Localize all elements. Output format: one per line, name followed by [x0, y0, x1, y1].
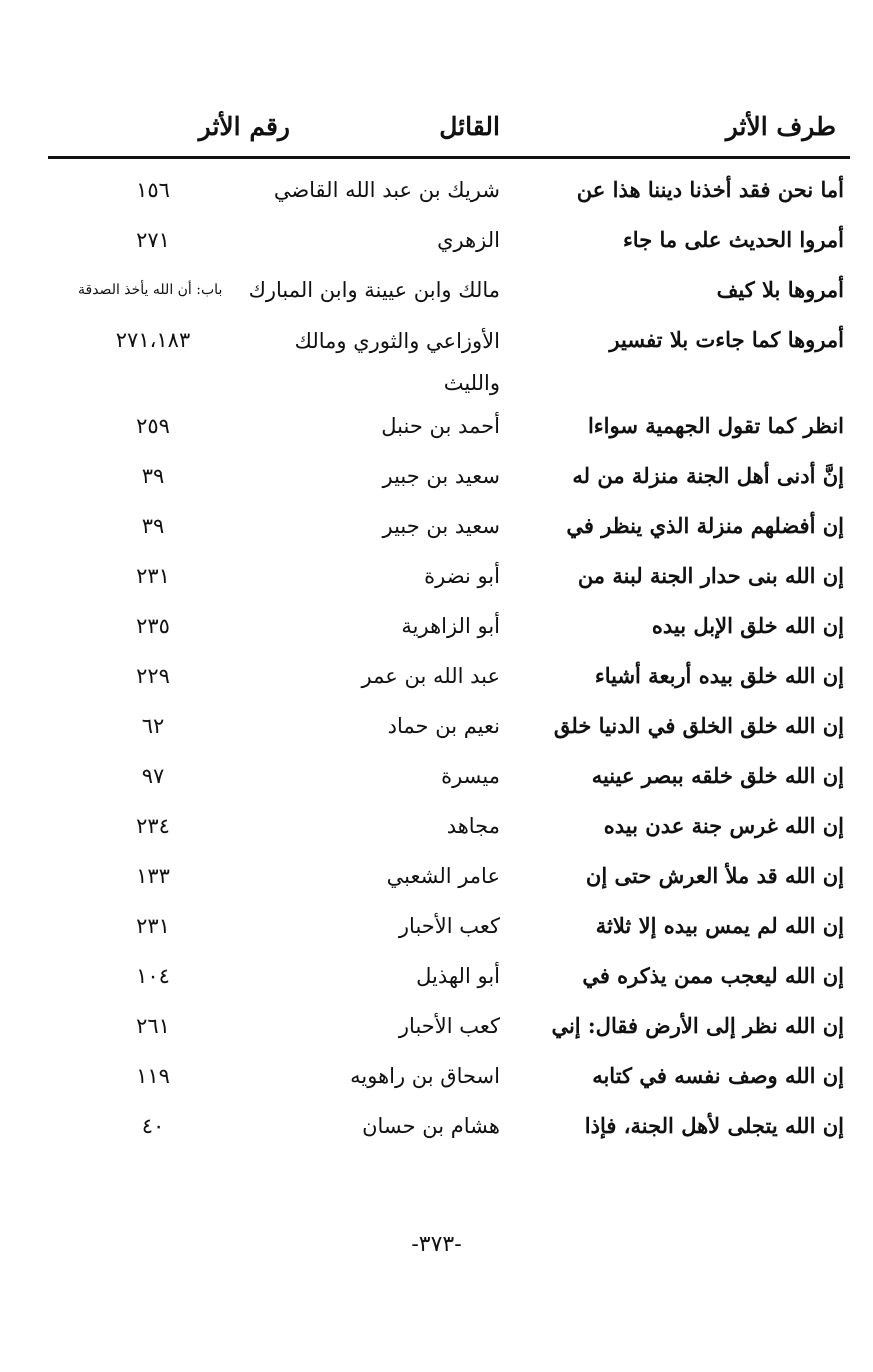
table-row: [48, 404, 850, 454]
cell-raqm: ٢٧١: [136, 228, 170, 252]
cell-atar: أما نحن فقد أخذنا ديننا هذا عن: [576, 177, 844, 202]
table-row: [48, 604, 850, 654]
column-header-qail: القائل: [439, 112, 500, 141]
cell-atar: أمروها بلا كيف: [716, 277, 844, 302]
table-row: [48, 654, 850, 704]
cell-atar: إن الله وصف نفسه في كتابه: [592, 1063, 844, 1088]
table-header: [48, 112, 850, 156]
table-row: [48, 554, 850, 604]
table-row: [48, 218, 850, 268]
cell-qail: هشام بن حسان: [362, 1114, 500, 1138]
cell-raqm: باب: أن الله يأخذ الصدقة: [78, 282, 223, 298]
table-row: [48, 1054, 850, 1104]
cell-atar: إن الله خلق بيده أربعة أشياء: [594, 663, 844, 688]
table-row: [48, 268, 850, 318]
table-row: [48, 754, 850, 804]
cell-qail: الزهري: [437, 228, 500, 252]
table-row: [48, 454, 850, 504]
cell-atar: إن الله لم يمس بيده إلا ثلاثة: [595, 913, 844, 938]
cell-atar: إن الله ليعجب ممن يذكره في: [582, 963, 844, 988]
table-row: [48, 504, 850, 554]
cell-qail: مالك وابن عيينة وابن المبارك: [248, 278, 500, 302]
cell-raqm: ١٣٣: [136, 864, 170, 888]
cell-raqm: ٩٧: [141, 764, 165, 788]
cell-atar: إنَّ أدنى أهل الجنة منزلة من له: [572, 463, 844, 488]
table-row: [48, 904, 850, 954]
cell-atar: إن الله يتجلى لأهل الجنة، فإذا: [584, 1113, 844, 1138]
cell-atar: إن أفضلهم منزلة الذي ينظر في: [566, 513, 844, 538]
table-row: [48, 1104, 850, 1154]
table-row: [48, 1004, 850, 1054]
cell-raqm: ٢٣٤: [136, 814, 170, 838]
cell-qail: عبد الله بن عمر: [361, 664, 500, 688]
table-row: [48, 318, 850, 404]
cell-raqm: ٢٢٩: [136, 664, 170, 688]
table-row: [48, 704, 850, 754]
cell-atar: إن الله قد ملأ العرش حتى إن: [585, 863, 844, 888]
cell-qail: أبو الزاهرية: [401, 614, 500, 638]
table-row: [48, 804, 850, 854]
cell-atar: انظر كما تقول الجهمية سواءا: [587, 413, 844, 438]
table-row: [48, 168, 850, 218]
cell-qail: الأوزاعي والثوري ومالك والليث: [294, 329, 500, 395]
header-rule: [48, 156, 850, 159]
cell-qail: كعب الأحبار: [398, 914, 500, 938]
cell-qail: أبو الهذيل: [416, 964, 500, 988]
cell-raqm: ٢٧١،١٨٣: [115, 328, 191, 352]
cell-qail: ميسرة: [441, 764, 500, 788]
cell-atar: إن الله بنى حدار الجنة لبنة من: [577, 563, 844, 588]
cell-raqm: ٢٣١: [136, 564, 170, 588]
cell-qail: عامر الشعبي: [386, 864, 500, 888]
cell-qail: أحمد بن حنبل: [381, 414, 500, 438]
cell-qail: كعب الأحبار: [398, 1014, 500, 1038]
cell-raqm: ٤٠: [141, 1114, 165, 1138]
cell-atar: إن الله خلق الإبل بيده: [651, 613, 844, 638]
cell-qail: مجاهد: [446, 814, 500, 838]
cell-raqm: ٢٣١: [136, 914, 170, 938]
cell-atar: أمروها كما جاءت بلا تفسير: [609, 327, 844, 352]
column-header-raqm: رقم الأثر: [198, 112, 290, 141]
cell-raqm: ٢٣٥: [136, 614, 170, 638]
cell-atar: أمروا الحديث على ما جاء: [622, 227, 844, 252]
cell-atar: إن الله غرس جنة عدن بيده: [603, 813, 844, 838]
cell-raqm: ٦٢: [141, 714, 165, 738]
cell-qail: شريك بن عبد الله القاضي: [273, 178, 500, 202]
cell-raqm: ٢٦١: [136, 1014, 170, 1038]
table-row: [48, 954, 850, 1004]
cell-qail: سعيد بن جبير: [382, 514, 500, 538]
cell-raqm: ٣٩: [141, 514, 165, 538]
page-number: -٣٧٣-: [411, 1232, 462, 1257]
cell-raqm: ١٥٦: [136, 178, 170, 202]
cell-atar: إن الله خلق خلقه ببصر عينيه: [591, 763, 844, 788]
cell-raqm: ٣٩: [141, 464, 165, 488]
cell-raqm: ١٠٤: [136, 964, 170, 988]
cell-qail: أبو نضرة: [424, 564, 500, 588]
cell-qail: اسحاق بن راهويه: [350, 1064, 500, 1088]
index-table: [48, 168, 850, 1154]
cell-qail: سعيد بن جبير: [382, 464, 500, 488]
table-row: [48, 854, 850, 904]
cell-raqm: ٢٥٩: [136, 414, 170, 438]
cell-qail: نعيم بن حماد: [387, 714, 500, 738]
cell-raqm: ١١٩: [136, 1064, 170, 1088]
cell-atar: إن الله خلق الخلق في الدنيا خلق: [553, 713, 844, 738]
column-header-atar: طرف الأثر: [725, 112, 836, 141]
cell-atar: إن الله نظر إلى الأرض فقال: إني: [551, 1013, 844, 1038]
